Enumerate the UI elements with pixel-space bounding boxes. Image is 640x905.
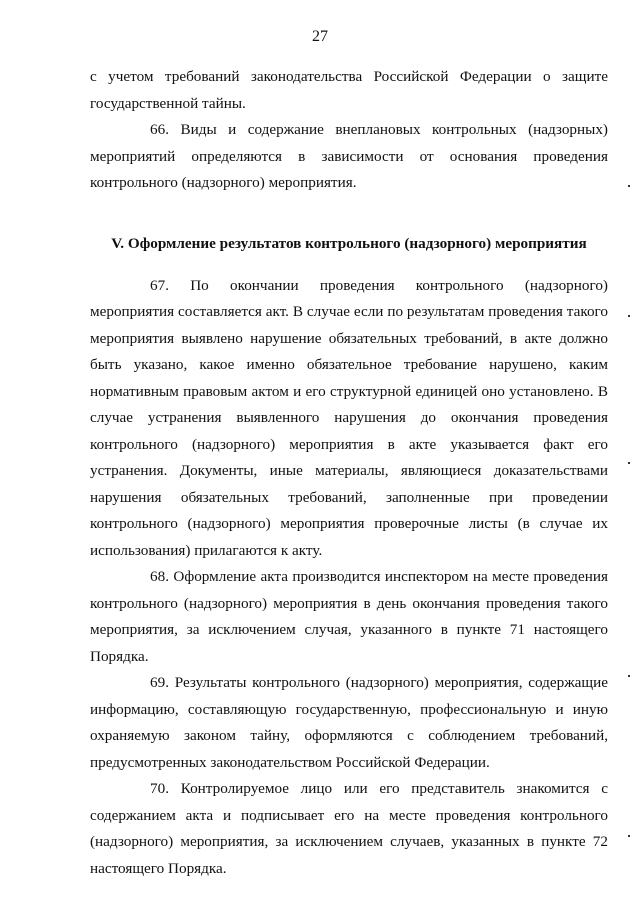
scan-speck xyxy=(628,462,630,464)
paragraph-69: 69. Результаты контрольного (надзорного) мероприятия, содержащие информацию, составляющую государственную, профессиональную и иную охраняемую законом тайну, оформляются с соблюдением требований, предусмотренных законодательством Российской Федерации. xyxy=(90,674,608,771)
paragraph-continuation: с учетом требований законодательства Российской Федерации о защите государственной тайны. xyxy=(90,68,608,112)
section-heading: V. Оформление результатов контрольного (надзорного) мероприятия xyxy=(111,234,587,252)
paragraph-66: 66. Виды и содержание внеплановых контрольных (надзорных) мероприятий определяются в зависимости от основания проведения контрольного (надзорного) мероприятия. xyxy=(90,121,608,191)
scan-speck xyxy=(628,835,630,837)
paragraph-70: 70. Контролируемое лицо или его представитель знакомится с содержанием акта и подписывает его на месте проведения контрольного (надзорного) мероприятия, за исключением случаев, указанных в пункте 72 настоящего Порядка. xyxy=(90,780,608,877)
page-number: 27 xyxy=(312,28,328,45)
scan-speck xyxy=(628,675,630,677)
document-body xyxy=(90,64,608,882)
paragraph-68: 68. Оформление акта производится инспектором на месте проведения контрольного (надзорного) мероприятия в день окончания проведения такого мероприятия, за исключением случая, указанного в пункте 71 настоящего Порядка. xyxy=(90,568,608,665)
scan-speck xyxy=(628,185,630,187)
paragraph-67: 67. По окончании проведения контрольного (надзорного) мероприятия составляется акт. В случае если по результатам проведения такого мероприятия выявлено нарушение обязательных требований, в акте должно быть указано, какое именно обязательное требование нарушено, каким нормативным правовым актом и его структурной единицей оно установлено. В случае устранения выявленного нарушения до окончания проведения контрольного (надзорного) мероприятия в акте указывается факт его устранения. Документы, иные материалы, являющиеся доказательствами нарушения обязательных требований, заполненные при проведении контрольного (надзорного) мероприятия проверочные листы (в случае их использования) прилагаются к акту. xyxy=(90,276,608,559)
scan-speck xyxy=(628,315,630,317)
